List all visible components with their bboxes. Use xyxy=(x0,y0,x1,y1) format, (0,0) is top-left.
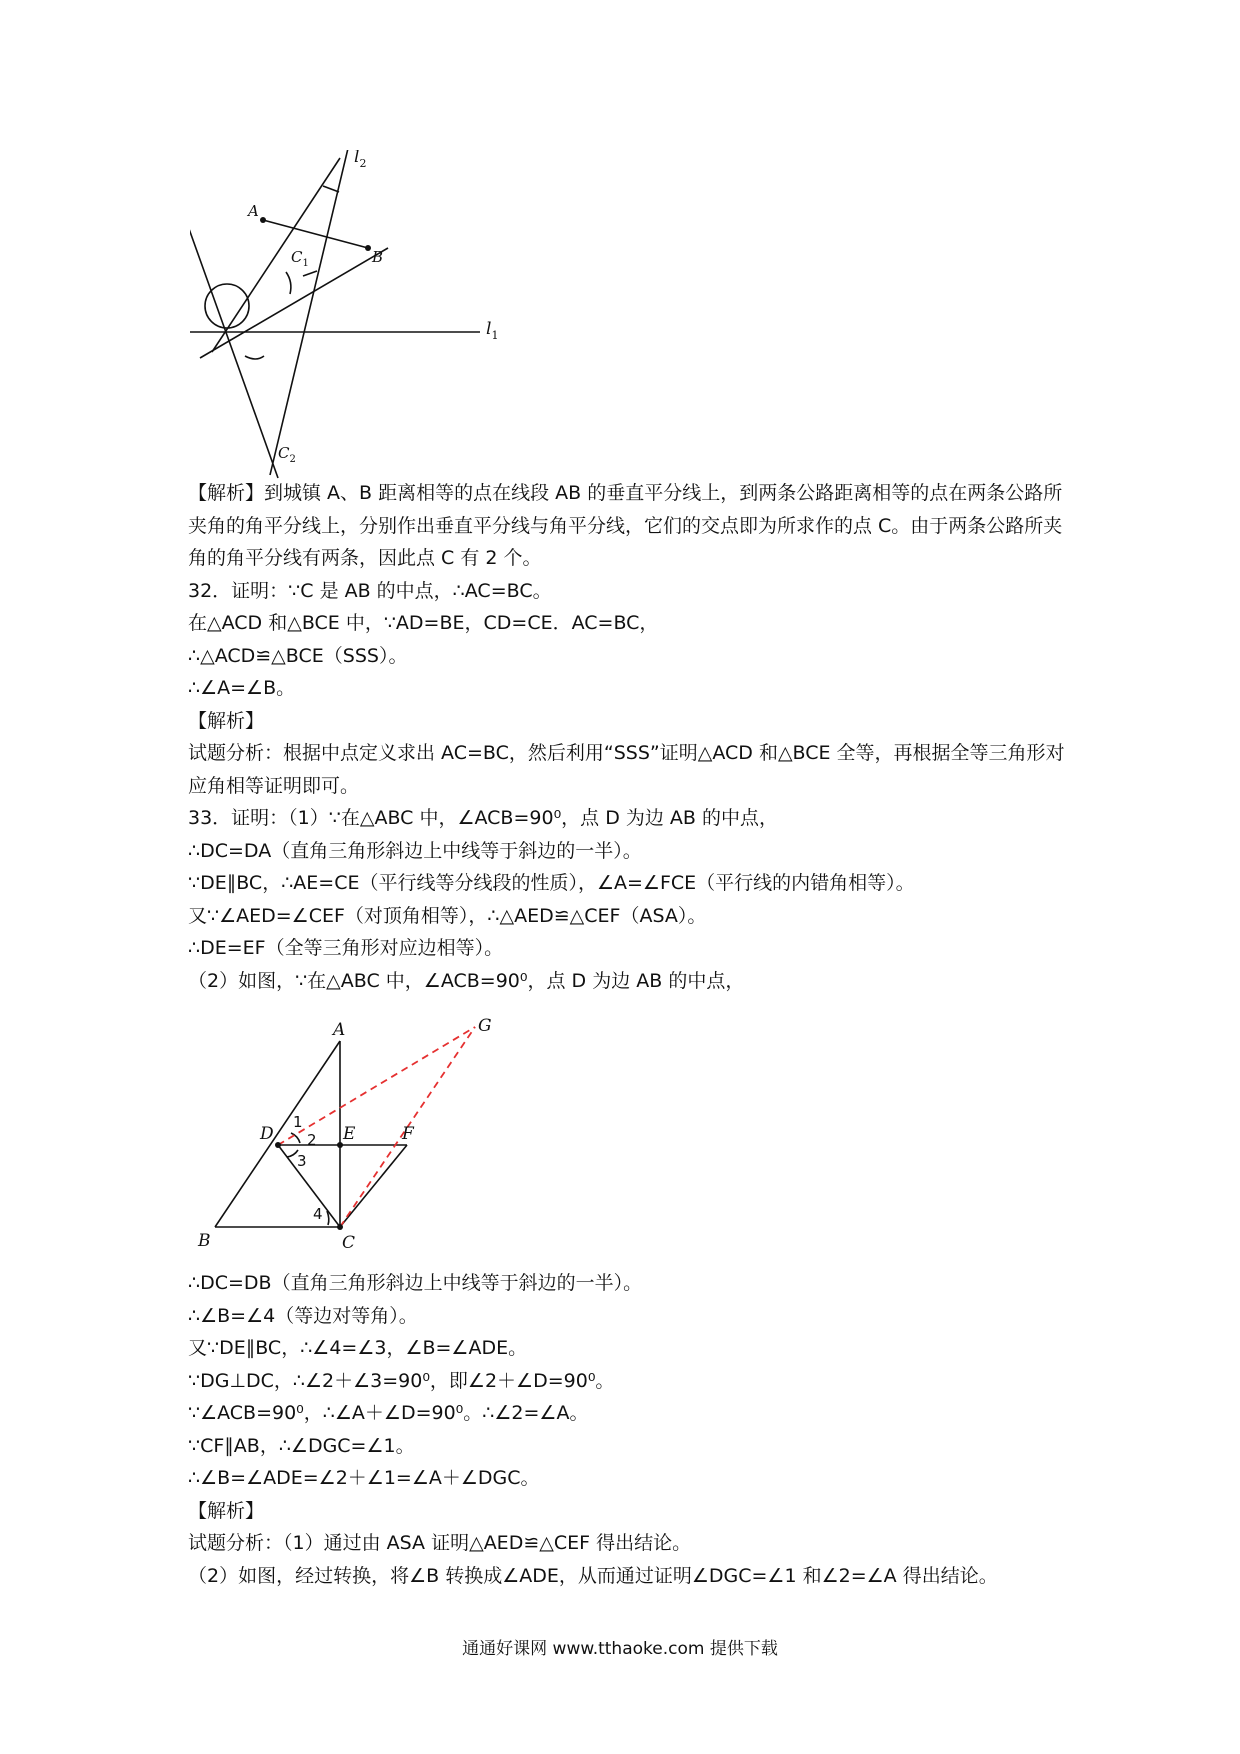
label-l1: $l_1$ xyxy=(486,319,499,342)
angle-label-2: 2 xyxy=(307,1131,317,1149)
analysis-heading: 【解析】 xyxy=(188,1499,265,1522)
text-line: （2）如图，∵在△ABC 中，∠ACB=90⁰，点 D 为边 AB 的中点， xyxy=(188,969,745,992)
dashed-lines xyxy=(278,1027,475,1227)
arc-mark xyxy=(323,186,339,192)
text-line: （2）如图，经过转换，将∠B 转换成∠ADE，从而通过证明∠DGC=∠1 和∠2=∠A 得出结论。 xyxy=(188,1564,998,1587)
text-line: 33．证明：（1）∵在△ABC 中，∠ACB=90⁰，点 D 为边 AB 的中点， xyxy=(188,807,779,829)
text-line: ∴DC=DA（直角三角形斜边上中线等于斜边的一半）。 xyxy=(188,839,642,862)
analysis-heading: 【解析】 xyxy=(188,709,265,732)
angle-label-1: 1 xyxy=(293,1113,303,1131)
text-line: 试题分析：（1）通过由 ASA 证明△AED≌△CEF 得出结论。 xyxy=(188,1532,692,1554)
label-A: A xyxy=(248,202,259,220)
text-line: ∴∠B=∠ADE=∠2＋∠1=∠A＋∠DGC。 xyxy=(188,1467,540,1489)
label-D: D xyxy=(260,1124,274,1144)
point-D xyxy=(275,1142,281,1148)
segment-AB xyxy=(215,1041,340,1227)
text-line: 32．证明：∵C 是 AB 的中点，∴AC=BC。 xyxy=(188,579,552,602)
line-l2 xyxy=(270,150,350,475)
text-line: ∴∠B=∠4（等边对等角）。 xyxy=(188,1304,418,1327)
label-C2: $C_2$ xyxy=(278,444,296,465)
text-line: 又∵∠AED=∠CEF（对顶角相等），∴△AED≌△CEF（ASA）。 xyxy=(188,904,707,927)
construction-figure-1 xyxy=(190,150,570,480)
angle-label-3: 3 xyxy=(297,1152,307,1170)
text-line: ∵CF∥AB，∴∠DGC=∠1。 xyxy=(188,1434,415,1457)
point-C xyxy=(337,1224,343,1230)
solution-text-block-1 xyxy=(188,477,1068,997)
text-line: ∵∠ACB=90⁰，∴∠A＋∠D=90⁰。∴∠2=∠A。 xyxy=(188,1402,589,1424)
dashed-DG xyxy=(278,1027,475,1145)
text-line: ∴△ACD≌△BCE（SSS）。 xyxy=(188,644,408,667)
label-C1: $C_1$ xyxy=(291,248,309,269)
text-line: 在△ACD 和△BCE 中，∵AD=BE，CD=CE．AC=BC， xyxy=(188,612,659,634)
text-line: ∴DE=EF（全等三角形对应边相等）。 xyxy=(188,937,504,959)
label-E: E xyxy=(343,1124,356,1144)
angle-mark-4 xyxy=(327,1211,329,1225)
point-A xyxy=(260,217,266,223)
arc-mark xyxy=(286,272,291,294)
label-G: G xyxy=(478,1016,492,1036)
text-line: ∴DC=DB（直角三角形斜边上中线等于斜边的一半）。 xyxy=(188,1272,643,1294)
label-B: B xyxy=(198,1231,211,1250)
label-l2: $l_2$ xyxy=(354,150,367,170)
analysis-paragraph-31: 【解析】到城镇 A、B 距离相等的点在线段 AB 的垂直平分线上，到两条公路距离相等的点在两条公路所夹角的角平分线上，分别作出垂直平分线与角平分线，它们的交点即为所求作的点 C。由于两条公路所夹角的角平分线有两条，因此点 C 有 2 个。 xyxy=(188,482,1063,569)
text-line: ∵DE∥BC，∴AE=CE（平行线等分线段的性质），∠A=∠FCE（平行线的内错角相等）。 xyxy=(188,872,915,894)
arc-mark xyxy=(303,271,317,276)
segment-AB xyxy=(263,220,368,248)
solution-text-block-2 xyxy=(188,1267,1068,1592)
analysis-paragraph-32: 试题分析：根据中点定义求出 AC=BC，然后利用“SSS”证明△ACD 和△BCE 全等，再根据全等三角形对应角相等证明即可。 xyxy=(188,742,1065,797)
page-footer: 通通好课网 www.tthaoke.com 提供下载 xyxy=(462,1639,778,1659)
angle-label-4: 4 xyxy=(313,1205,323,1223)
triangle-figure-2 xyxy=(190,1005,520,1250)
label-A: A xyxy=(333,1020,346,1040)
text-line: ∵DG⊥DC，∴∠2＋∠3=90⁰，即∠2＋∠D=90⁰。 xyxy=(188,1369,615,1392)
bisector-upper xyxy=(212,158,340,352)
text-line: ∴∠A=∠B。 xyxy=(188,677,296,699)
label-B: B xyxy=(372,248,384,266)
arc-mark xyxy=(245,356,264,359)
label-F: F xyxy=(402,1124,414,1144)
text-line: 又∵DE∥BC，∴∠4=∠3，∠B=∠ADE。 xyxy=(188,1337,528,1359)
angle-mark-1 xyxy=(291,1133,300,1143)
label-C: C xyxy=(342,1233,356,1250)
point-B xyxy=(365,245,371,251)
segment-CF xyxy=(340,1145,407,1227)
